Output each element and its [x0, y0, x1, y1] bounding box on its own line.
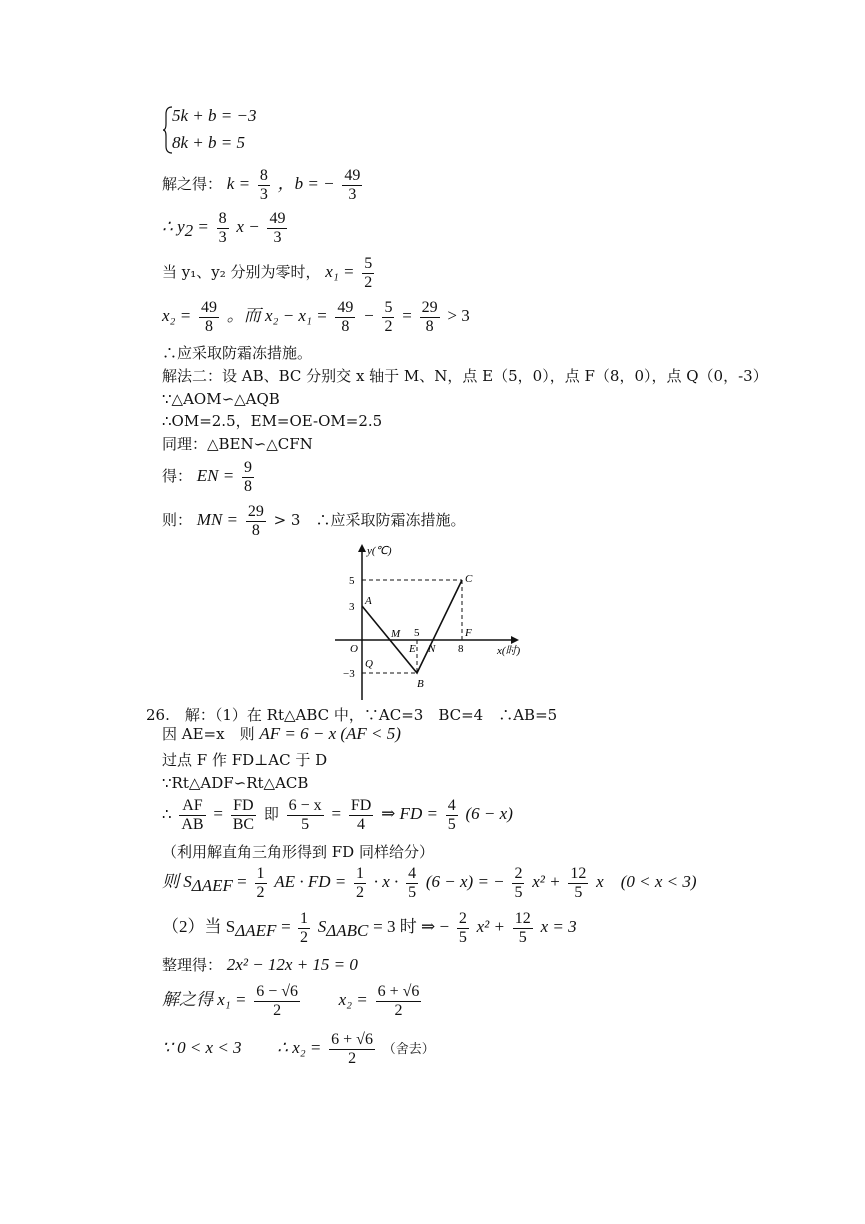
q26-line-8 [162, 907, 577, 951]
y-tick-3: 3 [349, 601, 355, 613]
diff-den1: 8 [341, 317, 350, 335]
diff-minus: − [363, 306, 375, 325]
half2-den: 2 [355, 883, 364, 901]
q26-line-9 [162, 955, 358, 975]
q26-8-sub2: ΔABC [326, 921, 369, 940]
q26-8-mid: = [281, 917, 295, 936]
q26-7-a: AE · FD = [274, 872, 347, 891]
diff-frac3 [420, 299, 440, 336]
q26-7-sub: ΔAEF [191, 876, 233, 895]
45-num: 4 [447, 796, 456, 814]
diff-den2: 2 [384, 317, 393, 335]
y2-num1: 8 [218, 209, 227, 227]
point-b-label: B [417, 678, 424, 690]
4-5-frac [446, 797, 458, 834]
q8-25-num: 2 [458, 909, 467, 927]
k-den: 3 [259, 185, 268, 203]
q26-line-11 [162, 1028, 435, 1070]
5-den: 5 [301, 815, 310, 833]
y2-num2: 49 [269, 209, 286, 227]
diff-den3: 8 [425, 317, 434, 335]
q26-7-e: x (0 < x < 3) [596, 872, 697, 891]
q26-5-therefore: ∴ [162, 805, 172, 823]
q26-5-tail: (6 − x) [465, 804, 513, 823]
y2-frac2 [267, 210, 287, 247]
diff-num2: 5 [384, 298, 393, 316]
q26-line-10 [162, 980, 424, 1020]
point-n-label: N [428, 643, 436, 655]
point-a-label: A [365, 595, 372, 607]
q26-7-b: · x · [373, 872, 399, 891]
origin-label: O [350, 643, 358, 655]
x2-reject-frac [329, 1031, 375, 1068]
x-tick-5: 5 [414, 627, 420, 639]
q26-line-5: ∴ $\frac{AF}{AB}$ = $\frac{FD}{BC}$ 即 $\frac{6 - x}{5}$ = $\frac{FD}{4}$ ⇒ FD = $\frac{4}{5}$ (6 − x) [162, 796, 513, 833]
q26-9-eq: 2x² − 12x + 15 = 0 [226, 955, 358, 974]
zero-prefix: 当 y₁、y₂ 分别为零时， [162, 263, 321, 281]
y2-den1: 3 [218, 228, 227, 246]
en-prefix: 得： [162, 467, 193, 485]
q26-line-1: 26. 解：（1）在 Rt△ABC 中，∵AC=3 BC=4 ∴AB=5 [146, 706, 558, 724]
en-line [162, 456, 257, 496]
en-eq: EN = [196, 466, 235, 485]
mn-prefix: 则： [162, 511, 193, 529]
x2-den: 8 [204, 317, 213, 335]
x2-root-frac [376, 983, 422, 1020]
diff-frac1 [335, 299, 355, 336]
en-num: 9 [244, 458, 253, 476]
mn-line [162, 500, 465, 540]
y-axis-arrow [358, 544, 366, 552]
q7-45-num: 4 [408, 864, 417, 882]
b-num: 49 [344, 166, 361, 184]
q26-7-125 [568, 865, 588, 902]
temperature-curve [362, 580, 462, 673]
y-tick-neg3: −3 [343, 668, 355, 680]
q26-2-math: AF = 6 − x (AF < 5) [259, 724, 401, 743]
af-num: AF [179, 797, 205, 816]
b-fraction [342, 167, 362, 204]
q26-7-half2 [354, 865, 366, 902]
k-num: 8 [259, 166, 268, 184]
fd2-num: FD [350, 796, 372, 814]
45-den: 5 [447, 815, 456, 833]
q26-8-tail: = 3 时 ⇒ − [373, 917, 450, 936]
q26-8-sub1: ΔAEF [235, 921, 277, 940]
q26-8-half [298, 910, 310, 947]
y2-line: ∴ $y_2$ = $\frac{8}{3}$ x − $\frac{49}{3}$ [162, 209, 286, 246]
y2-frac1 [217, 210, 229, 247]
q26-11-a: ∵ 0 < x < 3 [162, 1038, 242, 1057]
q26-7-d: x² + [532, 872, 561, 891]
x-axis-label: x(时) [497, 645, 521, 657]
4-den: 4 [357, 815, 366, 833]
q26-10-x2: x₂ = [338, 990, 368, 1009]
x2-diff: 。而 x₂ − x₁ = [226, 306, 328, 325]
fd-bc-frac [231, 797, 256, 834]
x1-den: 2 [364, 273, 373, 291]
q26-7-c: (6 − x) = − [425, 872, 505, 891]
q26-7-prefix: 则 S [162, 872, 192, 891]
q26-line-2 [162, 724, 401, 744]
om-line: ∴OM=2.5，EM=OE-OM=2.5 [162, 412, 383, 430]
en-den: 8 [244, 477, 253, 495]
6mx-5-frac [287, 797, 324, 834]
zero-line [162, 252, 377, 292]
sim2-line: 同理：△BEN∽△CFN [162, 435, 313, 453]
k-fraction [258, 167, 270, 204]
q26-11-c: （舍去） [382, 1042, 435, 1057]
b-eq: ，b = − [277, 174, 335, 193]
q8-half-num: 1 [299, 909, 308, 927]
q26-5-arrow: ⇒ FD = [381, 804, 438, 823]
q26-8-125 [513, 910, 533, 947]
diff-num3: 29 [421, 298, 438, 316]
point-e-label: E [409, 643, 416, 655]
q7-125-num: 12 [570, 864, 587, 882]
system-eq-2: 8k + b = 5 [172, 133, 245, 152]
x1-root-num: 6 − √6 [256, 982, 299, 1000]
solve-k-b-line [162, 164, 365, 204]
af-ab-frac [179, 797, 205, 834]
q8-half-den: 2 [299, 928, 308, 946]
q26-7-45 [406, 865, 418, 902]
point-q-label: Q [365, 658, 373, 670]
6mx-num: 6 − x [288, 796, 322, 814]
point-f-label: F [465, 627, 472, 639]
q26-line-3: 过点 F 作 FD⊥AC 于 D [162, 751, 328, 769]
b-den: 3 [348, 185, 357, 203]
bc-den: BC [232, 815, 255, 833]
q26-2-prefix: 因 AE=x 则 [162, 725, 255, 743]
x2-eq: x₂ = [162, 306, 192, 325]
x1-num: 5 [364, 254, 373, 272]
q26-line-6: （利用解直角三角形得到 FD 同样给分） [162, 843, 434, 861]
mn-den: 8 [251, 521, 260, 539]
q26-8-25 [457, 910, 469, 947]
mn-frac [246, 503, 266, 540]
solve-prefix: 解之得： [162, 175, 223, 193]
x-axis-arrow [511, 636, 519, 644]
fd-num: FD [231, 797, 256, 816]
q26-8-tail3: x = 3 [540, 917, 577, 936]
x2-root-num: 6 + √6 [377, 982, 420, 1000]
mn-eq: MN = [196, 510, 239, 529]
x1-eq: x₁ = [325, 262, 355, 281]
x2-line: x₂ = $\frac{49}{8}$ 。而 x₂ − x₁ = $\frac{49}{8}$ − $\frac{5}{2}$ = $\frac{29}{8}$ > 3 [162, 298, 470, 335]
q26-8-tail2: x² + [476, 917, 505, 936]
q8-125-num: 12 [514, 909, 531, 927]
x2-num: 49 [200, 298, 217, 316]
x1-root-frac [254, 983, 300, 1020]
diff-num1: 49 [337, 298, 354, 316]
y-axis-label: y(℃) [367, 545, 392, 557]
q8-125-den: 5 [518, 928, 527, 946]
k-eq: k = [226, 174, 251, 193]
point-m-label: M [391, 628, 401, 640]
en-frac [242, 459, 254, 496]
y2-den2: 3 [273, 228, 282, 246]
q26-7-half1 [255, 865, 267, 902]
q26-10-prefix: 解之得 x₁ = [162, 990, 247, 1009]
mn-num: 29 [247, 502, 264, 520]
x2-reject-num: 6 + √6 [331, 1030, 373, 1048]
x2-reject-den: 2 [348, 1049, 357, 1067]
q26-line-4: ∵Rt△ADF∽Rt△ACB [162, 774, 309, 792]
q26-8-s: S [317, 917, 327, 936]
point-c-label: C [465, 573, 473, 585]
q7-45-den: 5 [408, 883, 417, 901]
x2-frac [199, 299, 219, 336]
y2-mid: x − [236, 217, 260, 236]
sim1-line: ∵△AOM∽△AQB [162, 390, 280, 408]
q26-7-25 [512, 865, 524, 902]
system-eq-1: 5k + b = −3 [172, 106, 257, 125]
ab-den: AB [181, 815, 204, 833]
q8-25-den: 5 [458, 928, 467, 946]
x2-root-den: 2 [394, 1001, 403, 1019]
q26-line-7: 则 $S_{\Delta AEF}$ = $\frac{1}{2}$ AE · FD = $\frac{1}{2}$ · x · $\frac{4}{5}$ (6 − x) = − $\frac{2}{5}$ x² + $\frac{12}{5}$ x (0 < x < 3) [162, 864, 697, 901]
mn-tail: > 3 ∴应采取防霜冻措施。 [273, 511, 466, 529]
q7-125-den: 5 [574, 883, 583, 901]
x-tick-8: 8 [458, 643, 464, 655]
q26-5-ji: 即 [263, 805, 279, 823]
q26-8-prefix: （2）当 S [162, 917, 236, 936]
half1-num: 1 [256, 864, 265, 882]
x1-frac [362, 255, 374, 292]
half2-num: 1 [355, 864, 364, 882]
q26-11-b: ∴ x₂ = [277, 1038, 322, 1057]
y2-prefix: ∴ y [162, 217, 185, 236]
measure-line-1: ∴应采取防霜冻措施。 [162, 344, 313, 362]
diff-frac2 [382, 299, 394, 336]
temperature-graph [325, 540, 525, 702]
half1-den: 2 [256, 883, 265, 901]
y-tick-5: 5 [349, 575, 355, 587]
q7-25-den: 5 [514, 883, 523, 901]
x1-root-den: 2 [273, 1001, 282, 1019]
diff-gt: > 3 [447, 306, 470, 325]
q7-25-num: 2 [514, 864, 523, 882]
fd-4-frac [349, 797, 373, 834]
q26-9-prefix: 整理得： [162, 956, 223, 974]
method2-line: 解法二：设 AB、BC 分别交 x 轴于 M、N，点 E（5，0），点 F（8，0），点 Q（0，-3） [162, 367, 768, 385]
